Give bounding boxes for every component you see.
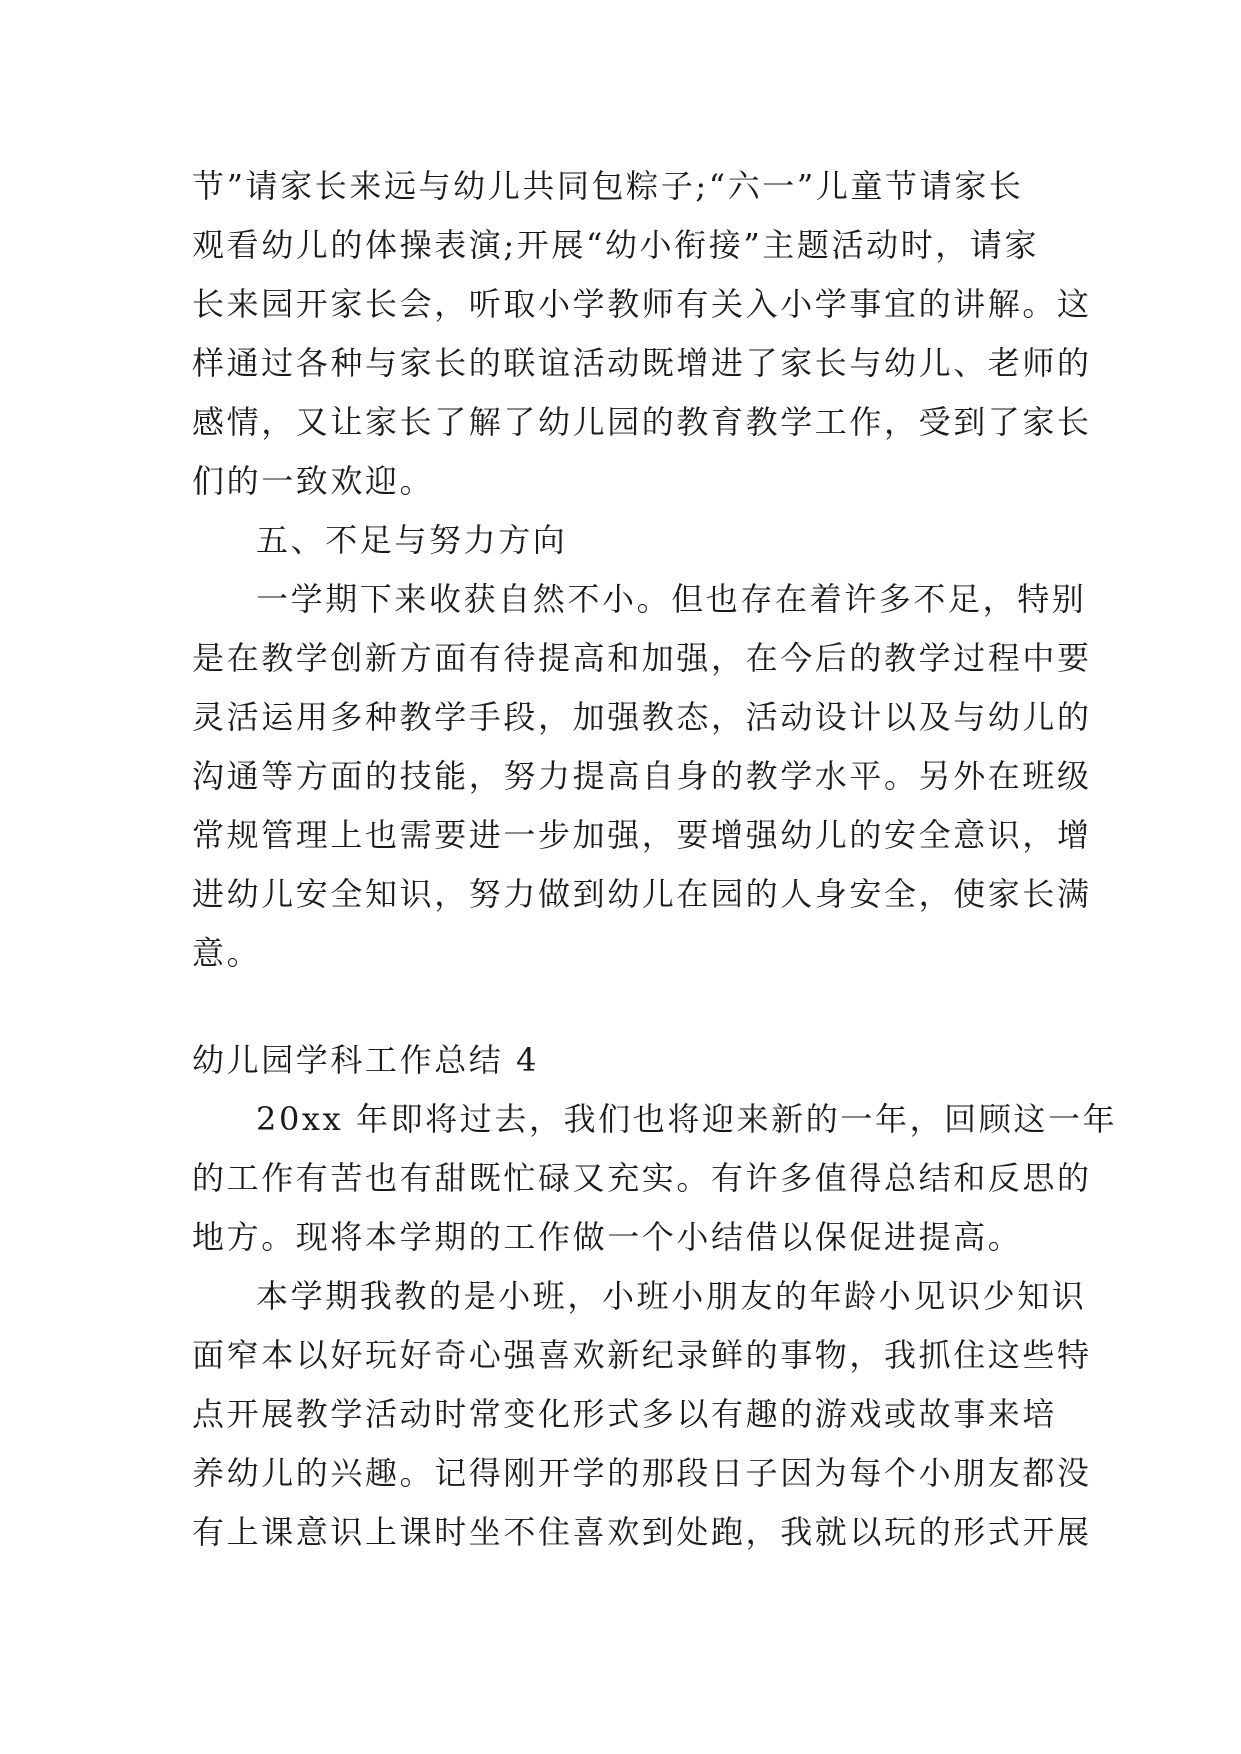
text-line: 常规管理上也需要进一步加强，要增强幼儿的安全意识，增 — [192, 816, 1092, 854]
text-line: 样通过各种与家长的联谊活动既增进了家长与幼儿、老师的 — [192, 344, 1092, 382]
text-line: 面窄本以好玩好奇心强喜欢新纪录鲜的事物，我抓住这些特 — [192, 1336, 1092, 1374]
text-line: 本学期我教的是小班，小班小朋友的年龄小见识少知识 — [256, 1277, 1087, 1315]
text-line: 进幼儿安全知识，努力做到幼儿在园的人身安全，使家长满 — [192, 875, 1092, 913]
text-line: 一学期下来收获自然不小。但也存在着许多不足，特别 — [256, 580, 1087, 618]
document-title: 幼儿园学科工作总结 4 — [192, 1041, 540, 1079]
text-line: 地方。现将本学期的工作做一个小结借以保促进提高。 — [192, 1218, 1023, 1256]
text-line: 观看幼儿的体操表演;开展“幼小衔接”主题活动时，请家 — [192, 226, 1040, 264]
text-line: 养幼儿的兴趣。记得刚开学的那段日子因为每个小朋友都没 — [192, 1454, 1092, 1492]
text-line: 长来园开家长会，听取小学教师有关入小学事宜的讲解。这 — [192, 285, 1092, 323]
text-line: 的工作有苦也有甜既忙碌又充实。有许多值得总结和反思的 — [192, 1159, 1092, 1197]
section-heading: 五、不足与努力方向 — [256, 521, 568, 559]
text-line: 20xx 年即将过去，我们也将迎来新的一年，回顾这一年 — [256, 1100, 1118, 1138]
text-line: 们的一致欢迎。 — [192, 462, 435, 500]
text-line: 点开展教学活动时常变化形式多以有趣的游戏或故事来培 — [192, 1395, 1058, 1433]
text-line: 感情，又让家长了解了幼儿园的教育教学工作，受到了家长 — [192, 403, 1092, 441]
text-line: 灵活运用多种教学手段，加强教态，活动设计以及与幼儿的 — [192, 698, 1092, 736]
text-line: 有上课意识上课时坐不住喜欢到处跑，我就以玩的形式开展 — [192, 1513, 1092, 1551]
text-line: 意。 — [192, 934, 262, 972]
text-line: 是在教学创新方面有待提高和加强，在今后的教学过程中要 — [192, 639, 1092, 677]
text-line: 沟通等方面的技能，努力提高自身的教学水平。另外在班级 — [192, 757, 1092, 795]
text-line: 节”请家长来远与幼儿共同包粽子;“六一”儿童节请家长 — [192, 167, 1024, 205]
